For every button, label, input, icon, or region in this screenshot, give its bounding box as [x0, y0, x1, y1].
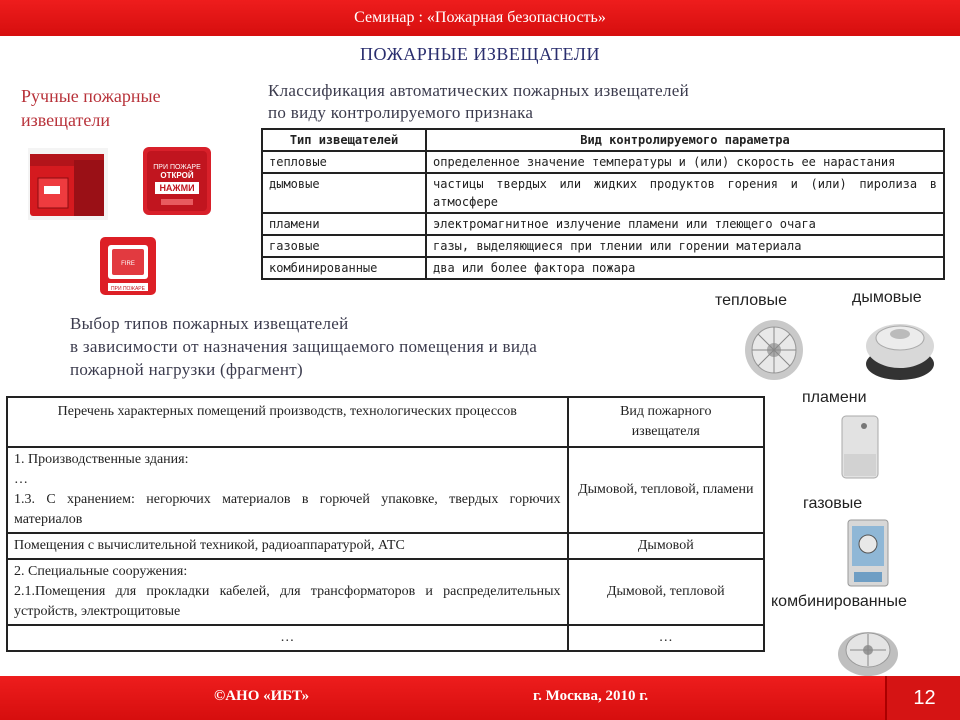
label-flame: пламени [802, 389, 867, 406]
table-header-row [262, 129, 944, 151]
cell-line: 1. Производственные здания: [14, 452, 189, 467]
selection-table [6, 396, 765, 652]
thermal-detector-image [742, 316, 806, 382]
label-gas: газовые [803, 495, 863, 512]
table-header-cell: Вид контролируемого параметра [426, 129, 944, 151]
smoke-detector-image [862, 316, 938, 384]
table-cell: дымовые [262, 173, 426, 213]
page-title: ПОЖАРНЫЕ ИЗВЕЩАТЕЛИ [360, 44, 600, 64]
combined-detector-image [836, 620, 900, 676]
flame-detector-image [838, 414, 882, 480]
label-combined: комбинированные [771, 593, 907, 610]
manual-call-point-image-2 [141, 145, 213, 217]
cell-line: … [14, 472, 28, 487]
label-thermal: тепловые [715, 292, 788, 309]
table-cell: два или более фактора пожара [426, 257, 944, 279]
table-cell [7, 559, 568, 625]
label-smoke: дымовые [852, 289, 922, 306]
manual-sign-text4: ПРИ ПОЖАРЕ [111, 286, 145, 292]
manual-detectors-heading [21, 84, 161, 132]
table-cell: Дымовой, тепловой, пламени [568, 447, 764, 533]
table-row [262, 213, 944, 235]
classification-table [261, 128, 945, 280]
table-row [7, 559, 764, 625]
table-cell: газовые [262, 235, 426, 257]
table-row [262, 257, 944, 279]
classification-title [268, 80, 689, 124]
footer-organization: ©АНО «ИБТ» [214, 688, 310, 704]
table-cell: комбинированные [262, 257, 426, 279]
manual-sign-text3: НАЖМИ [159, 183, 195, 193]
table-row [7, 533, 764, 559]
selection-title [70, 312, 537, 381]
selection-title-line2: в зависимости от назначения защищаемого помещения и вида [70, 337, 538, 356]
table-row [262, 173, 944, 213]
cell-line: 1.3. С хранением: негорючих материалов в горючей упаковке, твердых горючих материалов [14, 492, 561, 527]
manual-heading-line2: извещатели [21, 110, 110, 130]
manual-sign-text1: ПРИ ПОЖАРЕ [153, 164, 201, 171]
table-cell: электромагнитное излучение пламени или тлеющего очага [426, 213, 944, 235]
cell-line: 2.1.Помещения для прокладки кабелей, для трансформаторов и распределительных устройств, электрощитовые [14, 584, 561, 619]
seminar-header-bar [0, 0, 960, 36]
table-header-cell: Вид пожарного извещателя [568, 397, 764, 447]
gas-detector-image [846, 518, 890, 588]
manual-call-point-image-3 [98, 235, 158, 297]
table-cell: тепловые [262, 151, 426, 173]
classification-title-line2: по виду контролируемого признака [268, 103, 534, 122]
table-cell [7, 447, 568, 533]
table-cell: определенное значение температуры и (или) скорость ее нарастания [426, 151, 944, 173]
classification-title-line1: Классификация автоматических пожарных извещателей [268, 81, 689, 100]
table-cell: Помещения с вычислительной техникой, радиоаппаратурой, АТС [7, 533, 568, 559]
table-row [7, 447, 764, 533]
table-cell: Дымовой, тепловой [568, 559, 764, 625]
table-cell: … [568, 625, 764, 651]
manual-fire-text: FIRE [121, 261, 135, 267]
table-row [262, 235, 944, 257]
cell-line: 2. Специальные сооружения: [14, 564, 188, 579]
table-cell: пламени [262, 213, 426, 235]
selection-title-line3: пожарной нагрузки (фрагмент) [70, 360, 303, 379]
table-cell: … [7, 625, 568, 651]
table-header-cell: Тип извещателей [262, 129, 426, 151]
table-cell: Дымовой [568, 533, 764, 559]
page-number: 12 [885, 676, 960, 720]
seminar-title: Семинар : «Пожарная безопасность» [354, 9, 606, 26]
manual-call-point-image-1 [28, 148, 108, 220]
table-row [262, 151, 944, 173]
selection-title-line1: Выбор типов пожарных извещателей [70, 314, 349, 333]
table-cell: газы, выделяющиеся при тлении или горении материала [426, 235, 944, 257]
footer-location-year: г. Москва, 2010 г. [533, 688, 649, 704]
table-cell: частицы твердых или жидких продуктов горения и (или) пиролиза в атмосфере [426, 173, 944, 213]
footer-bar [0, 676, 960, 720]
manual-sign-text2: ОТКРОЙ [160, 171, 194, 180]
manual-heading-line1: Ручные пожарные [21, 86, 161, 106]
table-header-row [7, 397, 764, 447]
table-header-cell: Перечень характерных помещений производств, технологических процессов [7, 397, 568, 447]
table-row [7, 625, 764, 651]
